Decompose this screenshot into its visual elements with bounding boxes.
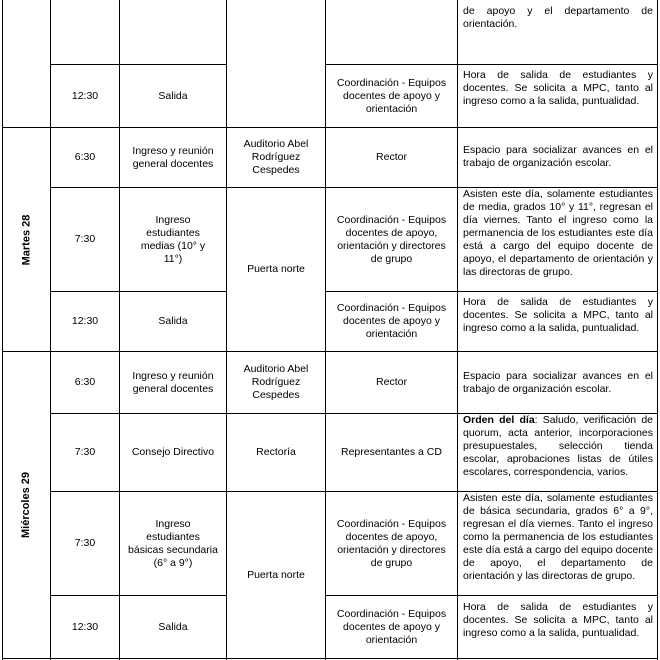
- note-cell: Asisten este día, solamente estudiantes de básica secundaria, grados 6° a 9°, regresan el día viernes. Tanto el ingreso como la permanencia de los estudiantes este día está a cargo del equipo docente de apoyo, el departamento de orientación y las directoras de grupo.: [463, 492, 653, 582]
- activity-cell: Ingreso estudiantes medias (10° y 11°): [140, 213, 206, 265]
- place-cell: Auditorio Abel Rodríguez Cespedes: [243, 138, 309, 176]
- responsible-cell: Coordinación - Equipos docentes de apoyo y orientación: [336, 76, 447, 115]
- time-cell: 7:30: [74, 446, 96, 458]
- note-cell: Espacio para socializar avances en el trabajo de organización escolar.: [463, 144, 653, 169]
- activity-cell: Ingreso y reunión general docentes: [132, 144, 214, 170]
- time-cell: 6:30: [74, 151, 96, 163]
- place-cell: Puerta norte: [247, 568, 305, 581]
- activity-cell: Consejo Directivo: [131, 446, 215, 458]
- place-cell: Rectoría: [256, 446, 296, 458]
- agenda-label: Orden del día: [463, 414, 535, 426]
- activity-cell: Salida: [158, 89, 188, 102]
- note-cell: Hora de salida de estudiantes y docentes. Se solicita a MPC, tanto al ingreso como a la salida, puntualidad.: [463, 69, 653, 107]
- time-cell: 12:30: [71, 620, 99, 633]
- top-note-tail: de apoyo y el departamento de orientación.: [463, 5, 653, 30]
- day-label-miercoles: Miércoles 29: [20, 471, 33, 539]
- note-cell: Hora de salida de estudiantes y docentes. Se solicita a MPC, tanto al ingreso como a la salida, puntualidad.: [463, 601, 653, 639]
- activity-cell: Ingreso estudiantes básicas secundaria (6° a 9°): [128, 517, 218, 569]
- activity-cell: Salida: [158, 620, 188, 633]
- time-cell: 12:30: [71, 315, 99, 327]
- agenda-text: : Saludo, verificación de quorum, acta anterior, incorporaciones presupuestales, selección tienda escolar, aprobaciones listas de útiles escolares, correspondencia, varios.: [463, 414, 653, 478]
- time-cell: 12:30: [71, 89, 99, 102]
- activity-cell: Salida: [158, 315, 188, 327]
- activity-cell: Ingreso y reunión general docentes: [132, 369, 214, 395]
- responsible-cell: Coordinación - Equipos docentes de apoyo, orientación y directores de grupo: [336, 517, 447, 569]
- note-cell: Espacio para socializar avances en el trabajo de organización escolar.: [463, 370, 653, 395]
- place-cell: Auditorio Abel Rodríguez Cespedes: [243, 363, 309, 401]
- responsible-cell: Coordinación - Equipos docentes de apoyo y orientación: [336, 607, 447, 646]
- time-cell: 7:30: [74, 537, 96, 549]
- note-cell: Hora de salida de estudiantes y docentes. Se solicita a MPC, tanto al ingreso como a la salida, puntualidad.: [463, 296, 653, 334]
- responsible-cell: Representantes a CD: [341, 446, 442, 458]
- time-cell: 6:30: [74, 376, 96, 388]
- place-cell: Puerta norte: [247, 263, 305, 275]
- time-cell: 7:30: [74, 233, 96, 245]
- day-label-martes: Martes 28: [20, 214, 33, 265]
- responsible-cell: Coordinación - Equipos docentes de apoyo, orientación y directores de grupo: [336, 213, 447, 265]
- responsible-cell: Rector: [376, 376, 407, 388]
- note-cell: [458, 414, 657, 479]
- note-cell: Asisten este día, solamente estudiantes de media, grados 10° y 11°, regresan el día viernes. Tanto el ingreso como la permanencia de los estudiantes este día está a cargo del equipo docente de apoyo, el departamento de orientación y las directoras de grupo.: [463, 188, 653, 278]
- responsible-cell: Coordinación - Equipos docentes de apoyo y orientación: [336, 302, 447, 340]
- responsible-cell: Rector: [376, 151, 407, 163]
